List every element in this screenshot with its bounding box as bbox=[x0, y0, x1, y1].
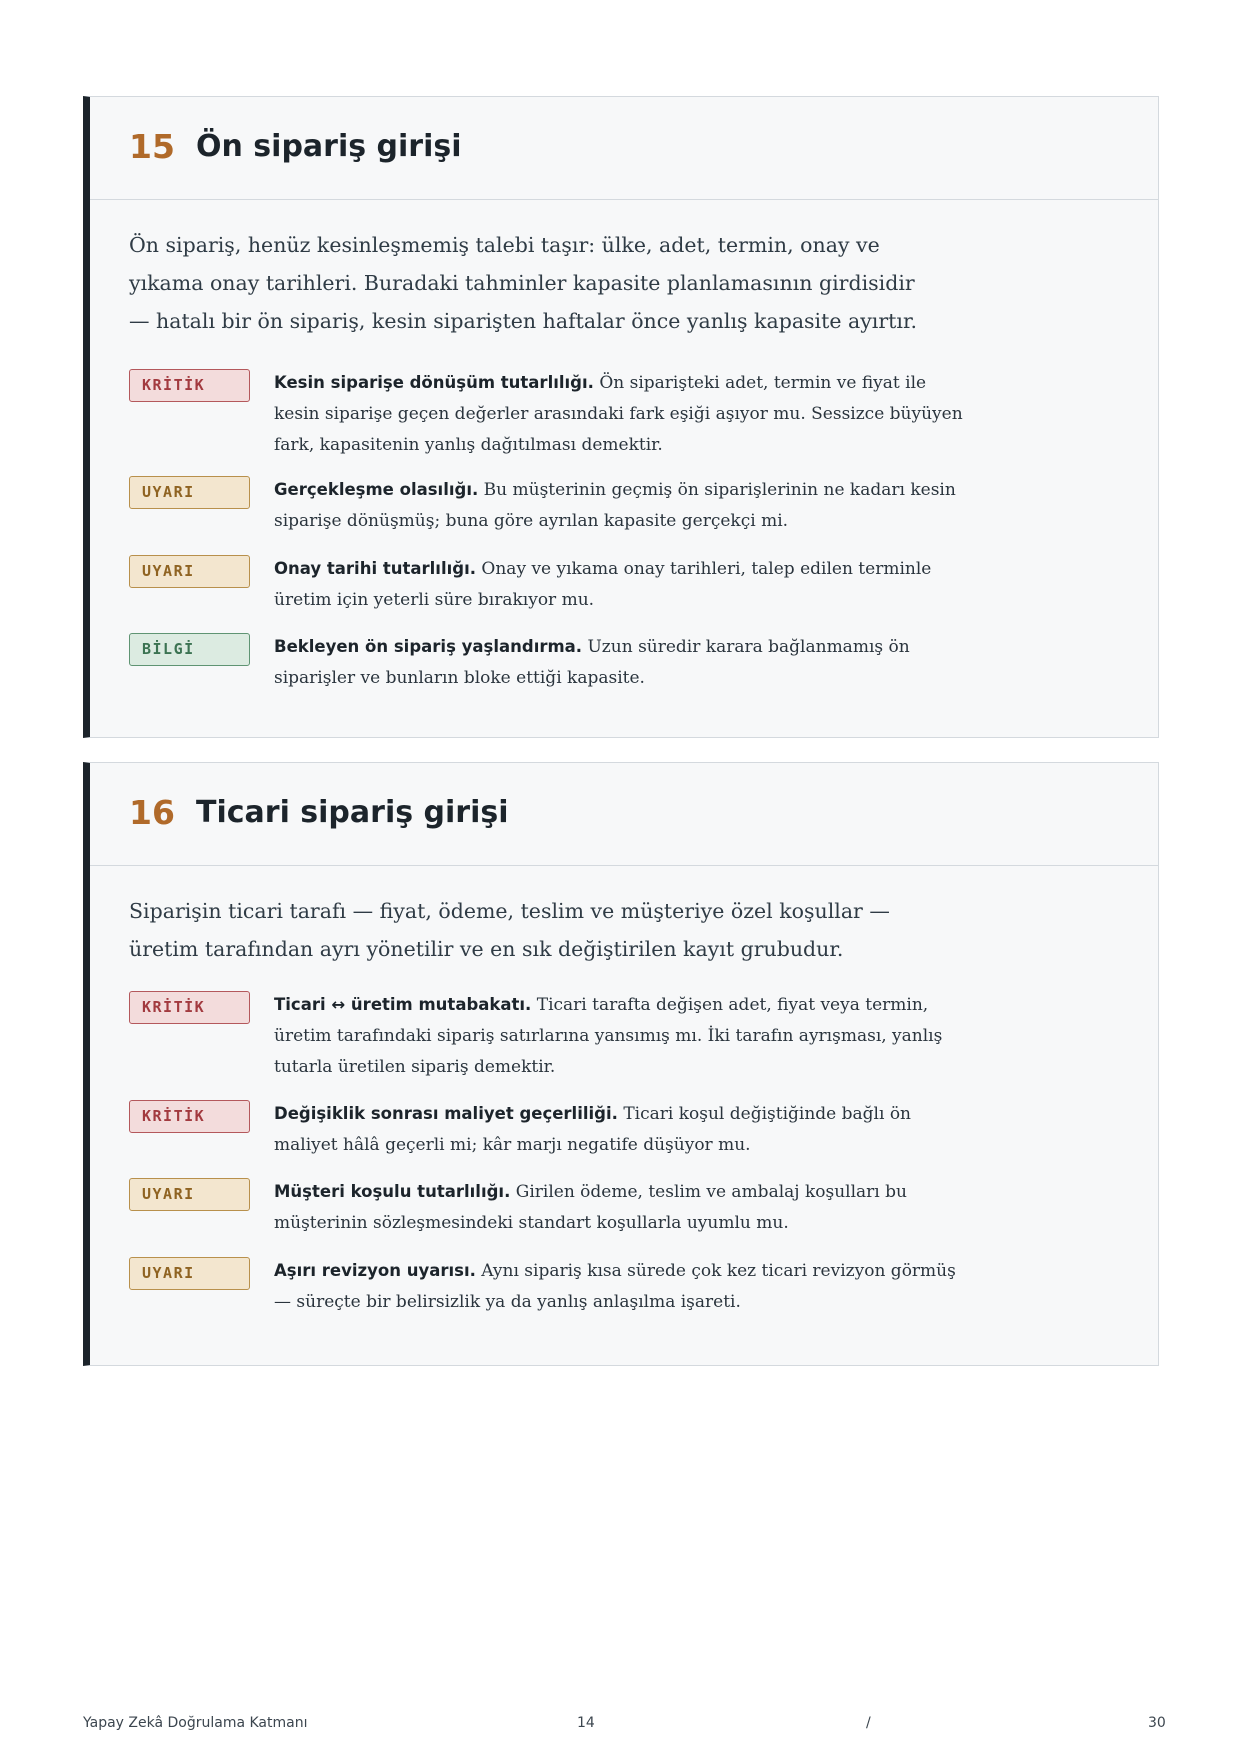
check-text: Ticari tarafta değişen adet, fiyat veya termin, üretim tarafındaki sipariş satırlarına yansımış mı. İki tarafın ayrışması, yanlış tutarla üretilen sipariş demektir. bbox=[274, 995, 943, 1077]
check-description bbox=[274, 1176, 974, 1239]
check-description bbox=[274, 631, 974, 694]
section-intro: Siparişin ticari tarafı — fiyat, ödeme, teslim ve müşteriye özel koşullar — üretim tarafından ayrı yönetilir ve en sık değiştirilen kayıt grubudur. bbox=[129, 899, 890, 961]
severity-badge: KRİTİK bbox=[129, 1100, 250, 1133]
section-15 bbox=[83, 96, 1159, 738]
check-text: Onay ve yıkama onay tarihleri, talep edilen terminle üretim için yeterli süre bırakıyor mu. bbox=[274, 559, 932, 610]
footer-document-title: Yapay Zekâ Doğrulama Katmanı bbox=[83, 1715, 308, 1731]
check-description bbox=[274, 989, 974, 1083]
check-title: Onay tarihi tutarlılığı. bbox=[274, 559, 477, 578]
section-header bbox=[90, 97, 1158, 200]
footer-page-number: 14 bbox=[577, 1715, 595, 1731]
severity-badge: KRİTİK bbox=[129, 991, 250, 1024]
check-title: Gerçekleşme olasılığı. bbox=[274, 480, 479, 499]
section-title: Ticari sipariş girişi bbox=[196, 795, 509, 830]
check-description bbox=[274, 553, 974, 616]
severity-badge: UYARI bbox=[129, 555, 250, 588]
check-title: Değişiklik sonrası maliyet geçerliliği. bbox=[274, 1104, 618, 1123]
footer-separator: / bbox=[866, 1715, 871, 1731]
check-text: Ön siparişteki adet, termin ve fiyat ile kesin siparişe geçen değerler arasındaki fark eşiği aşıyor mu. Sessizce büyüyen fark, kapasitenin yanlış dağıtılması demektir. bbox=[274, 373, 963, 455]
severity-badge: BİLGİ bbox=[129, 633, 250, 666]
check-description bbox=[274, 1098, 974, 1161]
check-text: Girilen ödeme, teslim ve ambalaj koşulları bu müşterinin sözleşmesindeki standart koşullarla uyumlu mu. bbox=[274, 1182, 907, 1233]
footer-page-total: 30 bbox=[1148, 1715, 1166, 1731]
check-text: Uzun süredir karara bağlanmamış ön siparişler ve bunların bloke ettiği kapasite. bbox=[274, 637, 910, 688]
check-text: Bu müşterinin geçmiş ön siparişlerinin ne kadarı kesin siparişe dönüşmüş; buna göre ayrılan kapasite gerçekçi mi. bbox=[274, 480, 956, 531]
check-title: Kesin siparişe dönüşüm tutarlılığı. bbox=[274, 373, 594, 392]
section-16 bbox=[83, 762, 1159, 1366]
check-title: Aşırı revizyon uyarısı. bbox=[274, 1261, 476, 1280]
section-number: 15 bbox=[129, 127, 175, 166]
section-intro: Ön sipariş, henüz kesinleşmemiş talebi taşır: ülke, adet, termin, onay ve yıkama onay tarihleri. Buradaki tahminler kapasite planlamasının girdisidir — hatalı bir ön sipariş, kesin siparişten haftalar önce yanlış kapasite ayırtır. bbox=[129, 233, 918, 333]
check-description bbox=[274, 367, 974, 461]
severity-badge: UYARI bbox=[129, 476, 250, 509]
check-title: Bekleyen ön sipariş yaşlandırma. bbox=[274, 637, 583, 656]
severity-badge: KRİTİK bbox=[129, 369, 250, 402]
check-text: Ticari koşul değiştiğinde bağlı ön maliyet hâlâ geçerli mi; kâr marjı negatife düşüyor mu. bbox=[274, 1104, 912, 1155]
check-description bbox=[274, 1255, 974, 1318]
section-title: Ön sipariş girişi bbox=[196, 129, 462, 164]
check-text: Aynı sipariş kısa sürede çok kez ticari revizyon görmüş — süreçte bir belirsizlik ya da yanlış anlaşılma işareti. bbox=[274, 1261, 956, 1312]
check-title: Ticari ↔ üretim mutabakatı. bbox=[274, 995, 532, 1014]
severity-badge: UYARI bbox=[129, 1178, 250, 1211]
check-title: Müşteri koşulu tutarlılığı. bbox=[274, 1182, 511, 1201]
section-header bbox=[90, 763, 1158, 866]
section-number: 16 bbox=[129, 793, 175, 832]
severity-badge: UYARI bbox=[129, 1257, 250, 1290]
check-description bbox=[274, 474, 974, 537]
